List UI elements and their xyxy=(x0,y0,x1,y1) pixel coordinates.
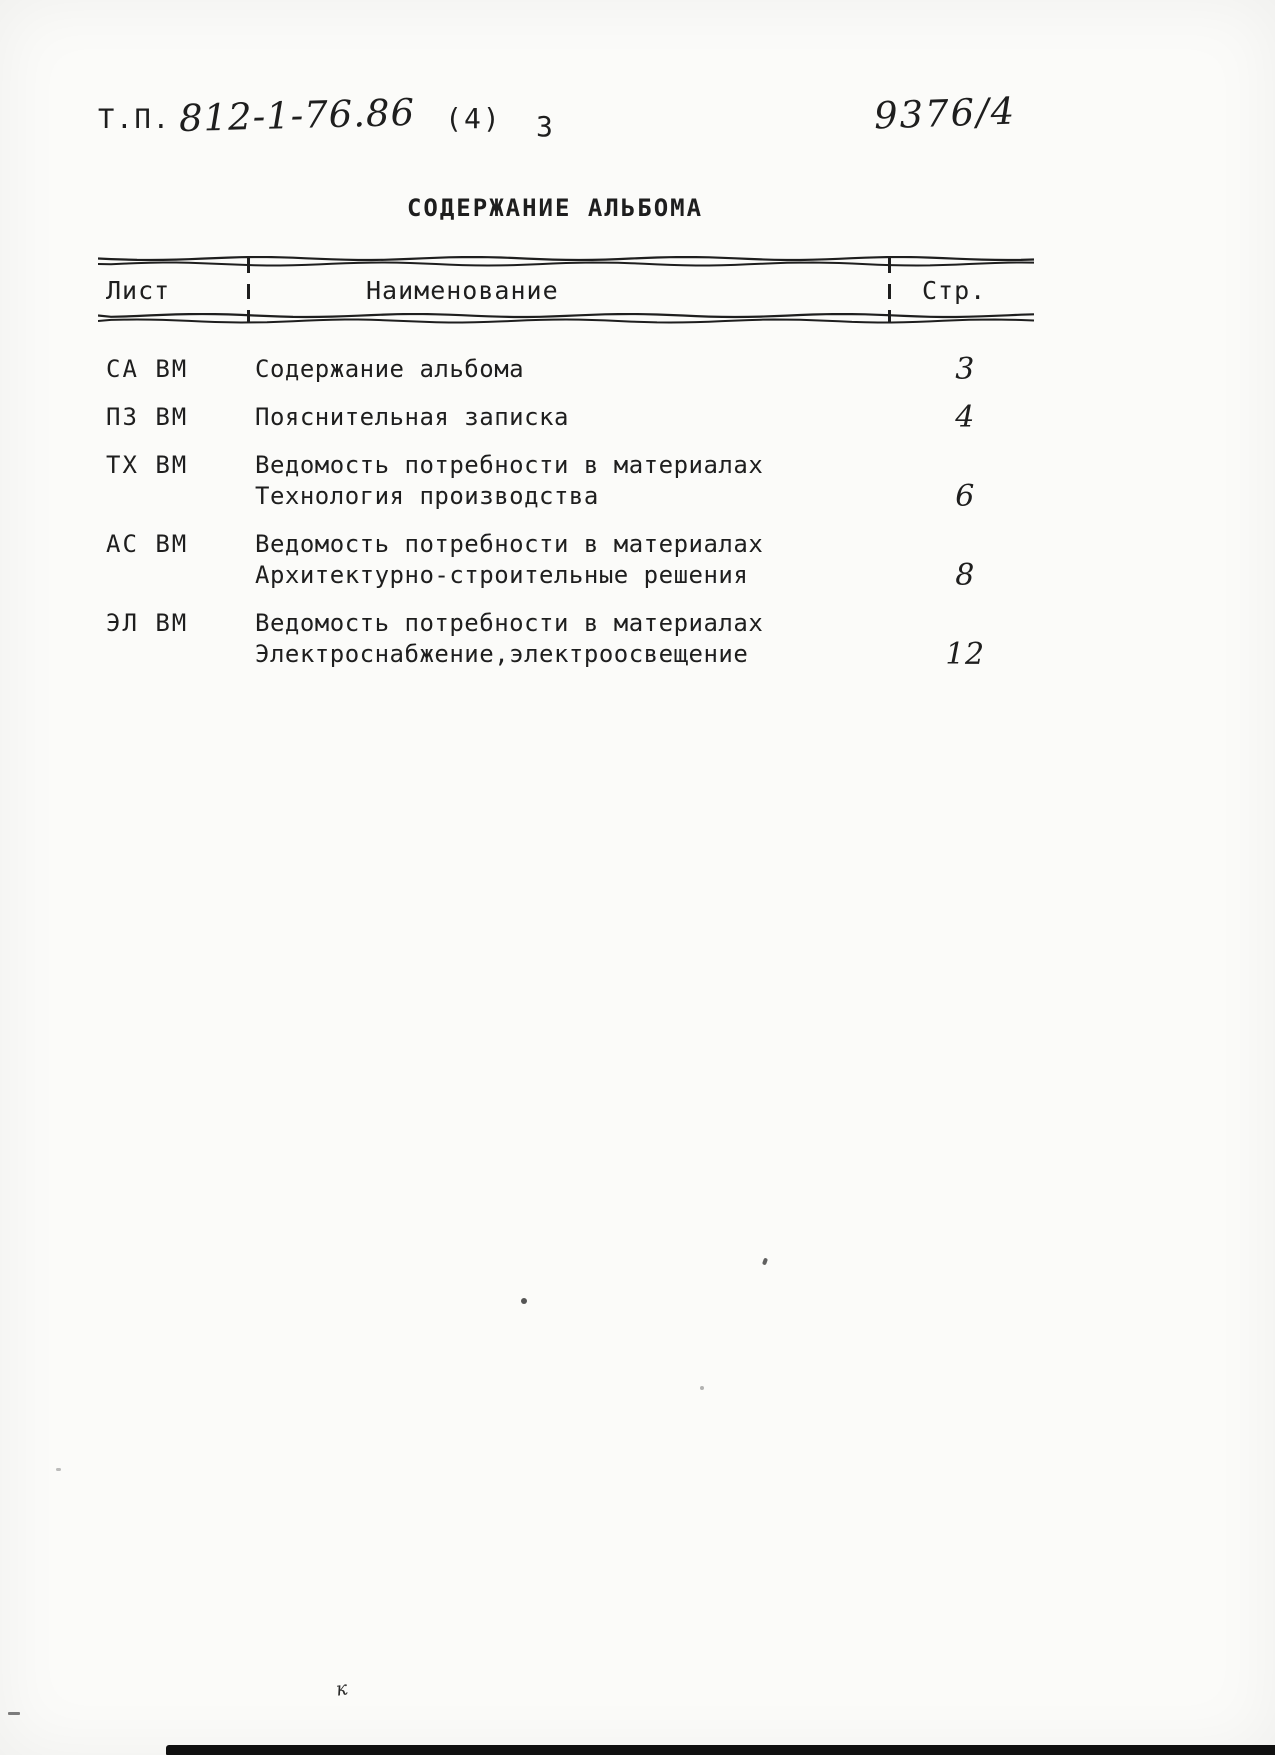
doc-code-suffix: (4) xyxy=(445,102,502,135)
table-row xyxy=(98,608,1035,670)
row-name xyxy=(248,529,908,591)
table-row xyxy=(98,354,1035,385)
row-name-line1: Ведомость потребности в материалах xyxy=(255,609,764,637)
row-page-number: 12 xyxy=(945,637,985,672)
column-separator xyxy=(888,258,891,322)
doc-code xyxy=(98,90,502,141)
column-separator xyxy=(247,258,250,322)
doc-code-prefix: Т.П. xyxy=(98,104,172,135)
doc-ref-number: 9376/4 xyxy=(873,89,1017,138)
column-header-name: Наименование xyxy=(366,275,559,305)
scan-speck xyxy=(8,1712,20,1715)
table-row xyxy=(98,529,1035,591)
row-name-line2: Технология производства xyxy=(255,482,599,510)
row-name-line2: Электроснабжение,электроосвещение xyxy=(255,640,749,668)
row-page-number: 8 xyxy=(955,558,975,593)
table-row xyxy=(98,402,1035,433)
row-name xyxy=(248,608,908,670)
doc-code-number: 812-1-76.86 xyxy=(178,90,416,141)
page-number: 3 xyxy=(536,110,553,143)
scan-artifact-strip xyxy=(166,1745,1275,1755)
row-page-number: 6 xyxy=(955,479,975,514)
row-name-line1: Содержание альбома xyxy=(255,355,525,383)
sheet-code: ЭЛ ВМ xyxy=(106,609,189,637)
contents-table xyxy=(98,256,1035,687)
row-name xyxy=(248,402,908,433)
row-name-line1: Пояснительная записка xyxy=(255,403,569,431)
column-header-page: Стр. xyxy=(922,275,987,305)
row-name-line1: Ведомость потребности в материалах xyxy=(255,451,764,479)
row-name xyxy=(248,354,908,385)
row-name xyxy=(248,450,908,512)
sheet-code: СА ВМ xyxy=(106,355,189,383)
document-title: СОДЕРЖАНИЕ АЛЬБОМА xyxy=(406,194,704,222)
row-name-line1: Ведомость потребности в материалах xyxy=(255,530,764,558)
sheet-code: ПЗ ВМ xyxy=(106,403,189,431)
table-row xyxy=(98,450,1035,512)
row-page-number: 4 xyxy=(955,400,975,435)
table-header xyxy=(98,267,1035,313)
wavy-rule-header xyxy=(98,313,1035,324)
scan-speck xyxy=(521,1298,527,1304)
row-page-number: 3 xyxy=(955,352,975,387)
scan-speck xyxy=(700,1386,704,1390)
table-body xyxy=(98,354,1035,670)
sheet-code: ТХ ВМ xyxy=(106,451,189,479)
wavy-rule-top xyxy=(98,256,1035,267)
column-header-sheet: Лист xyxy=(106,275,171,305)
scan-speck xyxy=(762,1258,768,1266)
stray-pen-mark: к xyxy=(334,1677,349,1701)
scan-speck xyxy=(56,1468,61,1471)
row-name-line2: Архитектурно-строительные решения xyxy=(255,561,749,589)
sheet-code: АС ВМ xyxy=(106,530,189,558)
